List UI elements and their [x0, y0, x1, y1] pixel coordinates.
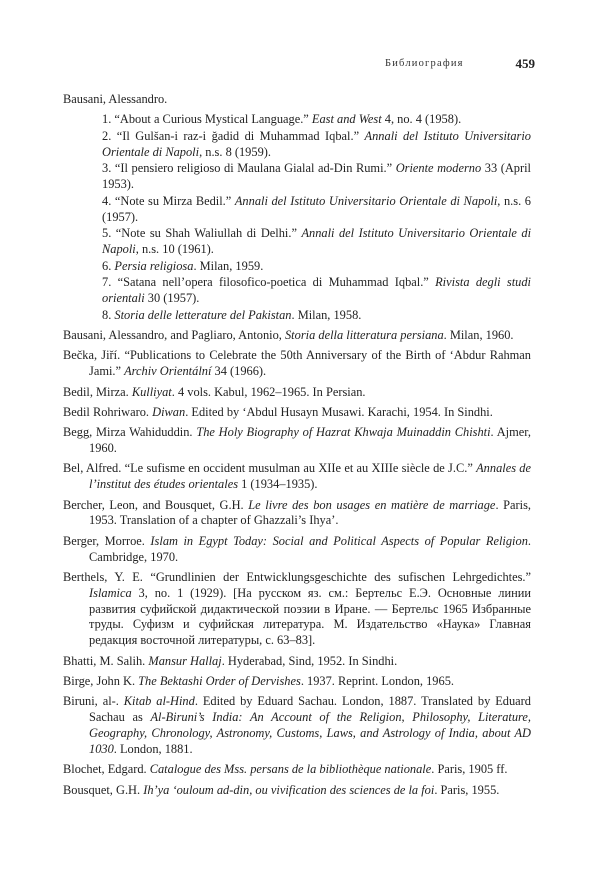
- bibliography-entry: [63, 92, 531, 108]
- bibliography-list: [63, 92, 531, 803]
- sub-entry: 5. “Note su Shah Waliullah di Delhi.” Annali del Istituto Universitario Orientale di Napoli, n.s. 10 (1961).: [102, 226, 532, 256]
- bibliography-entry: Bhatti, M. Salih. Mansur Hallaj. Hyderabad, Sind, 1952. In Sindhi.: [63, 653, 398, 668]
- bibliography-entry: Bausani, Alessandro, and Pagliaro, Antonio, Storia della litteratura persiana. Milan, 1960.: [63, 327, 514, 342]
- bibliography-entry: Bercher, Leon, and Bousquet, G.H. Le livre des bon usages en matière de marriage. Paris, 1953. Translation of a chapter of Ghazzali’s Ihya’.: [63, 497, 532, 528]
- bibliography-entry: Biruni, al-. Kitab al-Hind. Edited by Eduard Sachau. London, 1887. Translated by Eduard Sachau as Al-Biruni’s India: An Account of the Religion, Philosophy, Literature, Geography, Chronology, Astronomy, Customs, Laws, and Astrology of India, about AD 1030. London, 1881.: [63, 694, 531, 756]
- bibliography-entry: Bedil Rohriwaro. Diwan. Edited by ‘Abdul Husayn Musawi. Karachi, 1954. In Sindhi.: [63, 404, 493, 419]
- sub-entry: 2. “Il Gulšan-i raz-i ğadid di Muhammad Iqbal.” Annali del Istituto Universitario Orientale di Napoli, n.s. 8 (1959).: [102, 128, 531, 159]
- page-number: 459: [515, 56, 535, 71]
- bibliography-entry: Berthels, Y. E. “Grundlinien der Entwicklungsgeschichte des sufischen Lehrgedichtes.” Islamica 3, no. 1 (1929). [На русском яз. см.: Бертельс Е.Э. Основные линии развития суфийской дидактической поэзии в Иране. — Бертельс 1965 Избранные труды. Суфизм и суфийская литература. М. Издательство «Наука» Главная редакция восточной литературы, с. 63–83].: [63, 570, 531, 648]
- sub-entry: 8. Storia delle letterature del Pakistan. Milan, 1958.: [102, 307, 362, 322]
- sub-entry: 3. “Il pensiero religioso di Maulana Gialal ad-Din Rumi.” Oriente moderno 33 (April 1953).: [102, 161, 531, 192]
- bibliography-entry: Begg, Mirza Wahiduddin. The Holy Biography of Hazrat Khwaja Muinaddin Chishti. Ajmer, 1960.: [63, 425, 531, 456]
- running-title: Библиография: [385, 58, 464, 69]
- bibliography-entry: Berger, Morroe. Islam in Egypt Today: Social and Political Aspects of Popular Religion. Cambridge, 1970.: [63, 533, 531, 564]
- bibliography-entry: Bousquet, G.H. Ih’ya ‘ouloum ad-din, ou vivification des sciences de la foi. Paris, 1955.: [63, 782, 500, 797]
- bibliography-entry: Bel, Alfred. “Le sufisme en occident musulman au XIIe et au XIIIe siècle de J.C.” Annales de l’institut des études orientales 1 (1934–1935).: [63, 461, 531, 492]
- bibliography-entry: Bečka, Jiří. “Publications to Celebrate the 50th Anniversary of the Birth of ‘Abdur Rahman Jami.” Archiv Orientální 34 (1966).: [63, 348, 531, 379]
- entry-author: Bausani, Alessandro.: [63, 92, 168, 106]
- sub-entry: 4. “Note su Mirza Bedil.” Annali del Istituto Universitario Orientale di Napoli, n.s. 6 (1957).: [102, 193, 531, 224]
- bibliography-entry: Blochet, Edgard. Catalogue des Mss. persans de la bibliothèque nationale. Paris, 1905 ff.: [63, 762, 508, 777]
- bibliography-entry: Birge, John K. The Bektashi Order of Dervishes. 1937. Reprint. London, 1965.: [63, 674, 454, 688]
- sub-entry: 1. “About a Curious Mystical Language.” East and West 4, no. 4 (1958).: [102, 112, 462, 127]
- sub-entry: 7. “Satana nell’opera filosofico-poetica di Muhammad Iqbal.” Rivista degli studi orientali 30 (1957).: [102, 275, 531, 305]
- sub-entry: 6. Persia religiosa. Milan, 1959.: [102, 258, 264, 273]
- bibliography-entry: Bedil, Mirza. Kulliyat. 4 vols. Kabul, 1962–1965. In Persian.: [63, 384, 366, 399]
- page-header: [385, 56, 535, 72]
